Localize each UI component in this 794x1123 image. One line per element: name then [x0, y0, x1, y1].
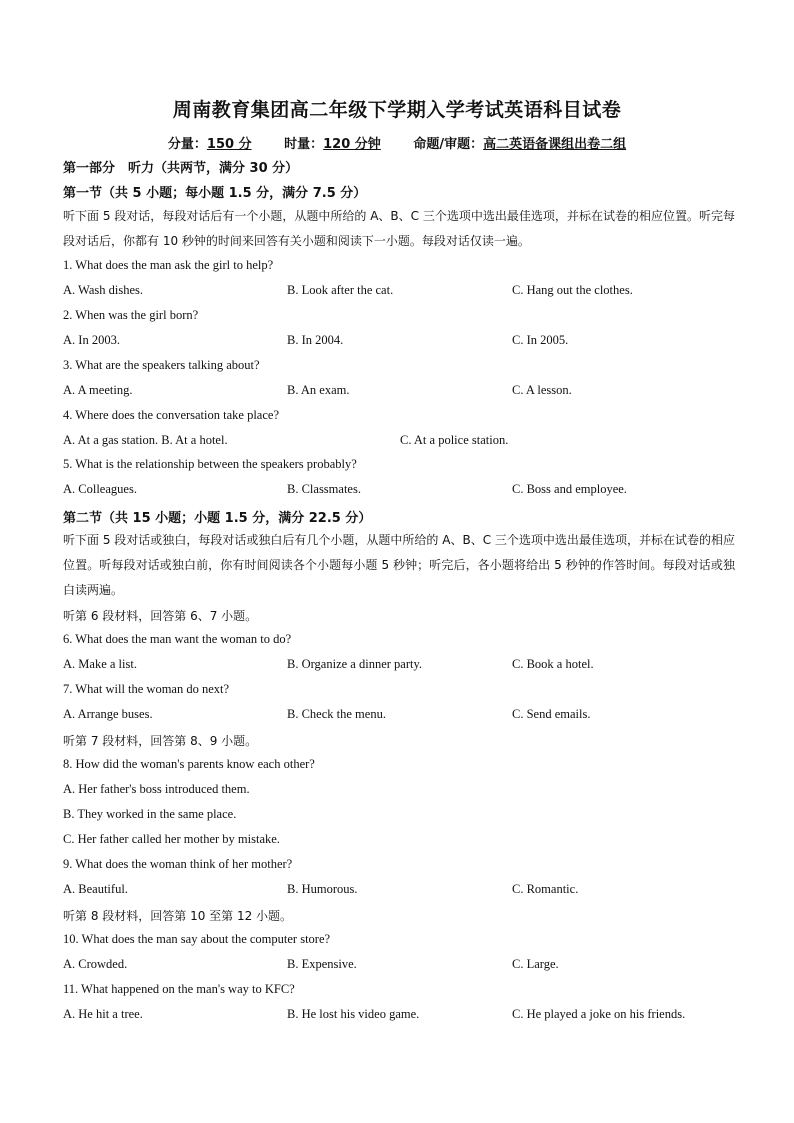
q2-option-b: B. In 2004.	[287, 333, 344, 347]
q3-option-a: A. A meeting.	[63, 383, 133, 397]
q10-option-b: B. Expensive.	[287, 957, 357, 971]
q5-option-c: C. Boss and employee.	[512, 482, 627, 496]
q1-option-c: C. Hang out the clothes.	[512, 283, 633, 297]
q6-option-c: C. Book a hotel.	[512, 657, 594, 671]
q4-option-ab: A. At a gas station. B. At a hotel.	[63, 433, 228, 447]
q11-option-c: C. He played a joke on his friends.	[512, 1007, 686, 1021]
q5-option-a: A. Colleagues.	[63, 482, 137, 496]
q2-option-c: C. In 2005.	[512, 333, 569, 347]
score-label: 分量：	[167, 137, 207, 152]
material-note-1: 听第 6 段材料，回答第 6、7 小题。	[63, 609, 258, 623]
q3-option-b: B. An exam.	[287, 383, 350, 397]
question-11: 11. What happened on the man's way to KFC?	[63, 982, 295, 996]
q5-option-b: B. Classmates.	[287, 482, 361, 496]
material-note-2: 听第 7 段材料，回答第 8、9 小题。	[63, 734, 258, 748]
question-10: 10. What does the man say about the computer store?	[63, 932, 331, 946]
author-label: 命题/审题：	[413, 137, 484, 152]
q10-option-a: A. Crowded.	[63, 957, 128, 971]
q1-option-b: B. Look after the cat.	[287, 283, 394, 297]
section2-heading: 第二节（共 15 小题；小题 1.5 分，满分 22.5 分）	[63, 511, 372, 526]
question-5: 5. What is the relationship between the speakers probably?	[63, 457, 357, 471]
question-7: 7. What will the woman do next?	[63, 682, 230, 696]
question-6: 6. What does the man want the woman to do?	[63, 632, 292, 646]
q7-option-c: C. Send emails.	[512, 707, 591, 721]
q11-option-a: A. He hit a tree.	[63, 1007, 143, 1021]
q8-option-c: C. Her father called her mother by mistake.	[63, 832, 280, 846]
author-value: 高二英语备课组出卷二组	[483, 137, 627, 152]
q8-option-a: A. Her father's boss introduced them.	[63, 782, 250, 796]
question-1: 1. What does the man ask the girl to help?	[63, 258, 274, 272]
q7-option-a: A. Arrange buses.	[63, 707, 153, 721]
q4-option-c: C. At a police station.	[400, 433, 509, 447]
time-value: 120 分钟	[323, 137, 381, 152]
q8-option-b: B. They worked in the same place.	[63, 807, 237, 821]
score-value: 150 分	[206, 137, 252, 152]
q11-option-b: B. He lost his video game.	[287, 1007, 420, 1021]
q9-option-a: A. Beautiful.	[63, 882, 128, 896]
question-4: 4. Where does the conversation take place?	[63, 408, 279, 422]
question-8: 8. How did the woman's parents know each other?	[63, 757, 315, 771]
q1-option-a: A. Wash dishes.	[63, 283, 144, 297]
q3-option-c: C. A lesson.	[512, 383, 572, 397]
q7-option-b: B. Check the menu.	[287, 707, 386, 721]
section1-instructions: 听下面 5 段对话，每段对话后有一个小题，从题中所给的 A、B、C 三个选项中选出最佳选项，并标在试卷的相应位置。听完每段对话后，你都有 10 秒钟的时间来回答有关小题和阅读下一小题。每段对话仅读一遍。	[63, 209, 735, 248]
exam-title: 周南教育集团高二年级下学期入学考试英语科目试卷	[172, 99, 622, 121]
q6-option-a: A. Make a list.	[63, 657, 137, 671]
q10-option-c: C. Large.	[512, 957, 559, 971]
question-9: 9. What does the woman think of her mother?	[63, 857, 293, 871]
q2-option-a: A. In 2003.	[63, 333, 120, 347]
exam-meta	[0, 133, 794, 152]
question-3: 3. What are the speakers talking about?	[63, 358, 260, 372]
section2-instructions: 听下面 5 段对话或独白，每段对话或独白后有几个小题，从题中所给的 A、B、C 三个选项中选出最佳选项，并标在试卷的相应位置。听每段对话或独白前，你有时间阅读各个小题每小题 5 秒钟；听完后，各小题将给出 5 秒钟的作答时间。每段对话或独白读两遍。	[63, 533, 735, 597]
part1-heading: 第一部分 听力（共两节，满分 30 分）	[63, 161, 299, 176]
time-label: 时量：	[284, 137, 324, 152]
material-note-3: 听第 8 段材料，回答第 10 至第 12 小题。	[63, 909, 293, 923]
question-2: 2. When was the girl born?	[63, 308, 199, 322]
q9-option-c: C. Romantic.	[512, 882, 579, 896]
section1-heading: 第一节（共 5 小题；每小题 1.5 分，满分 7.5 分）	[63, 186, 367, 201]
q9-option-b: B. Humorous.	[287, 882, 358, 896]
q6-option-b: B. Organize a dinner party.	[287, 657, 423, 671]
